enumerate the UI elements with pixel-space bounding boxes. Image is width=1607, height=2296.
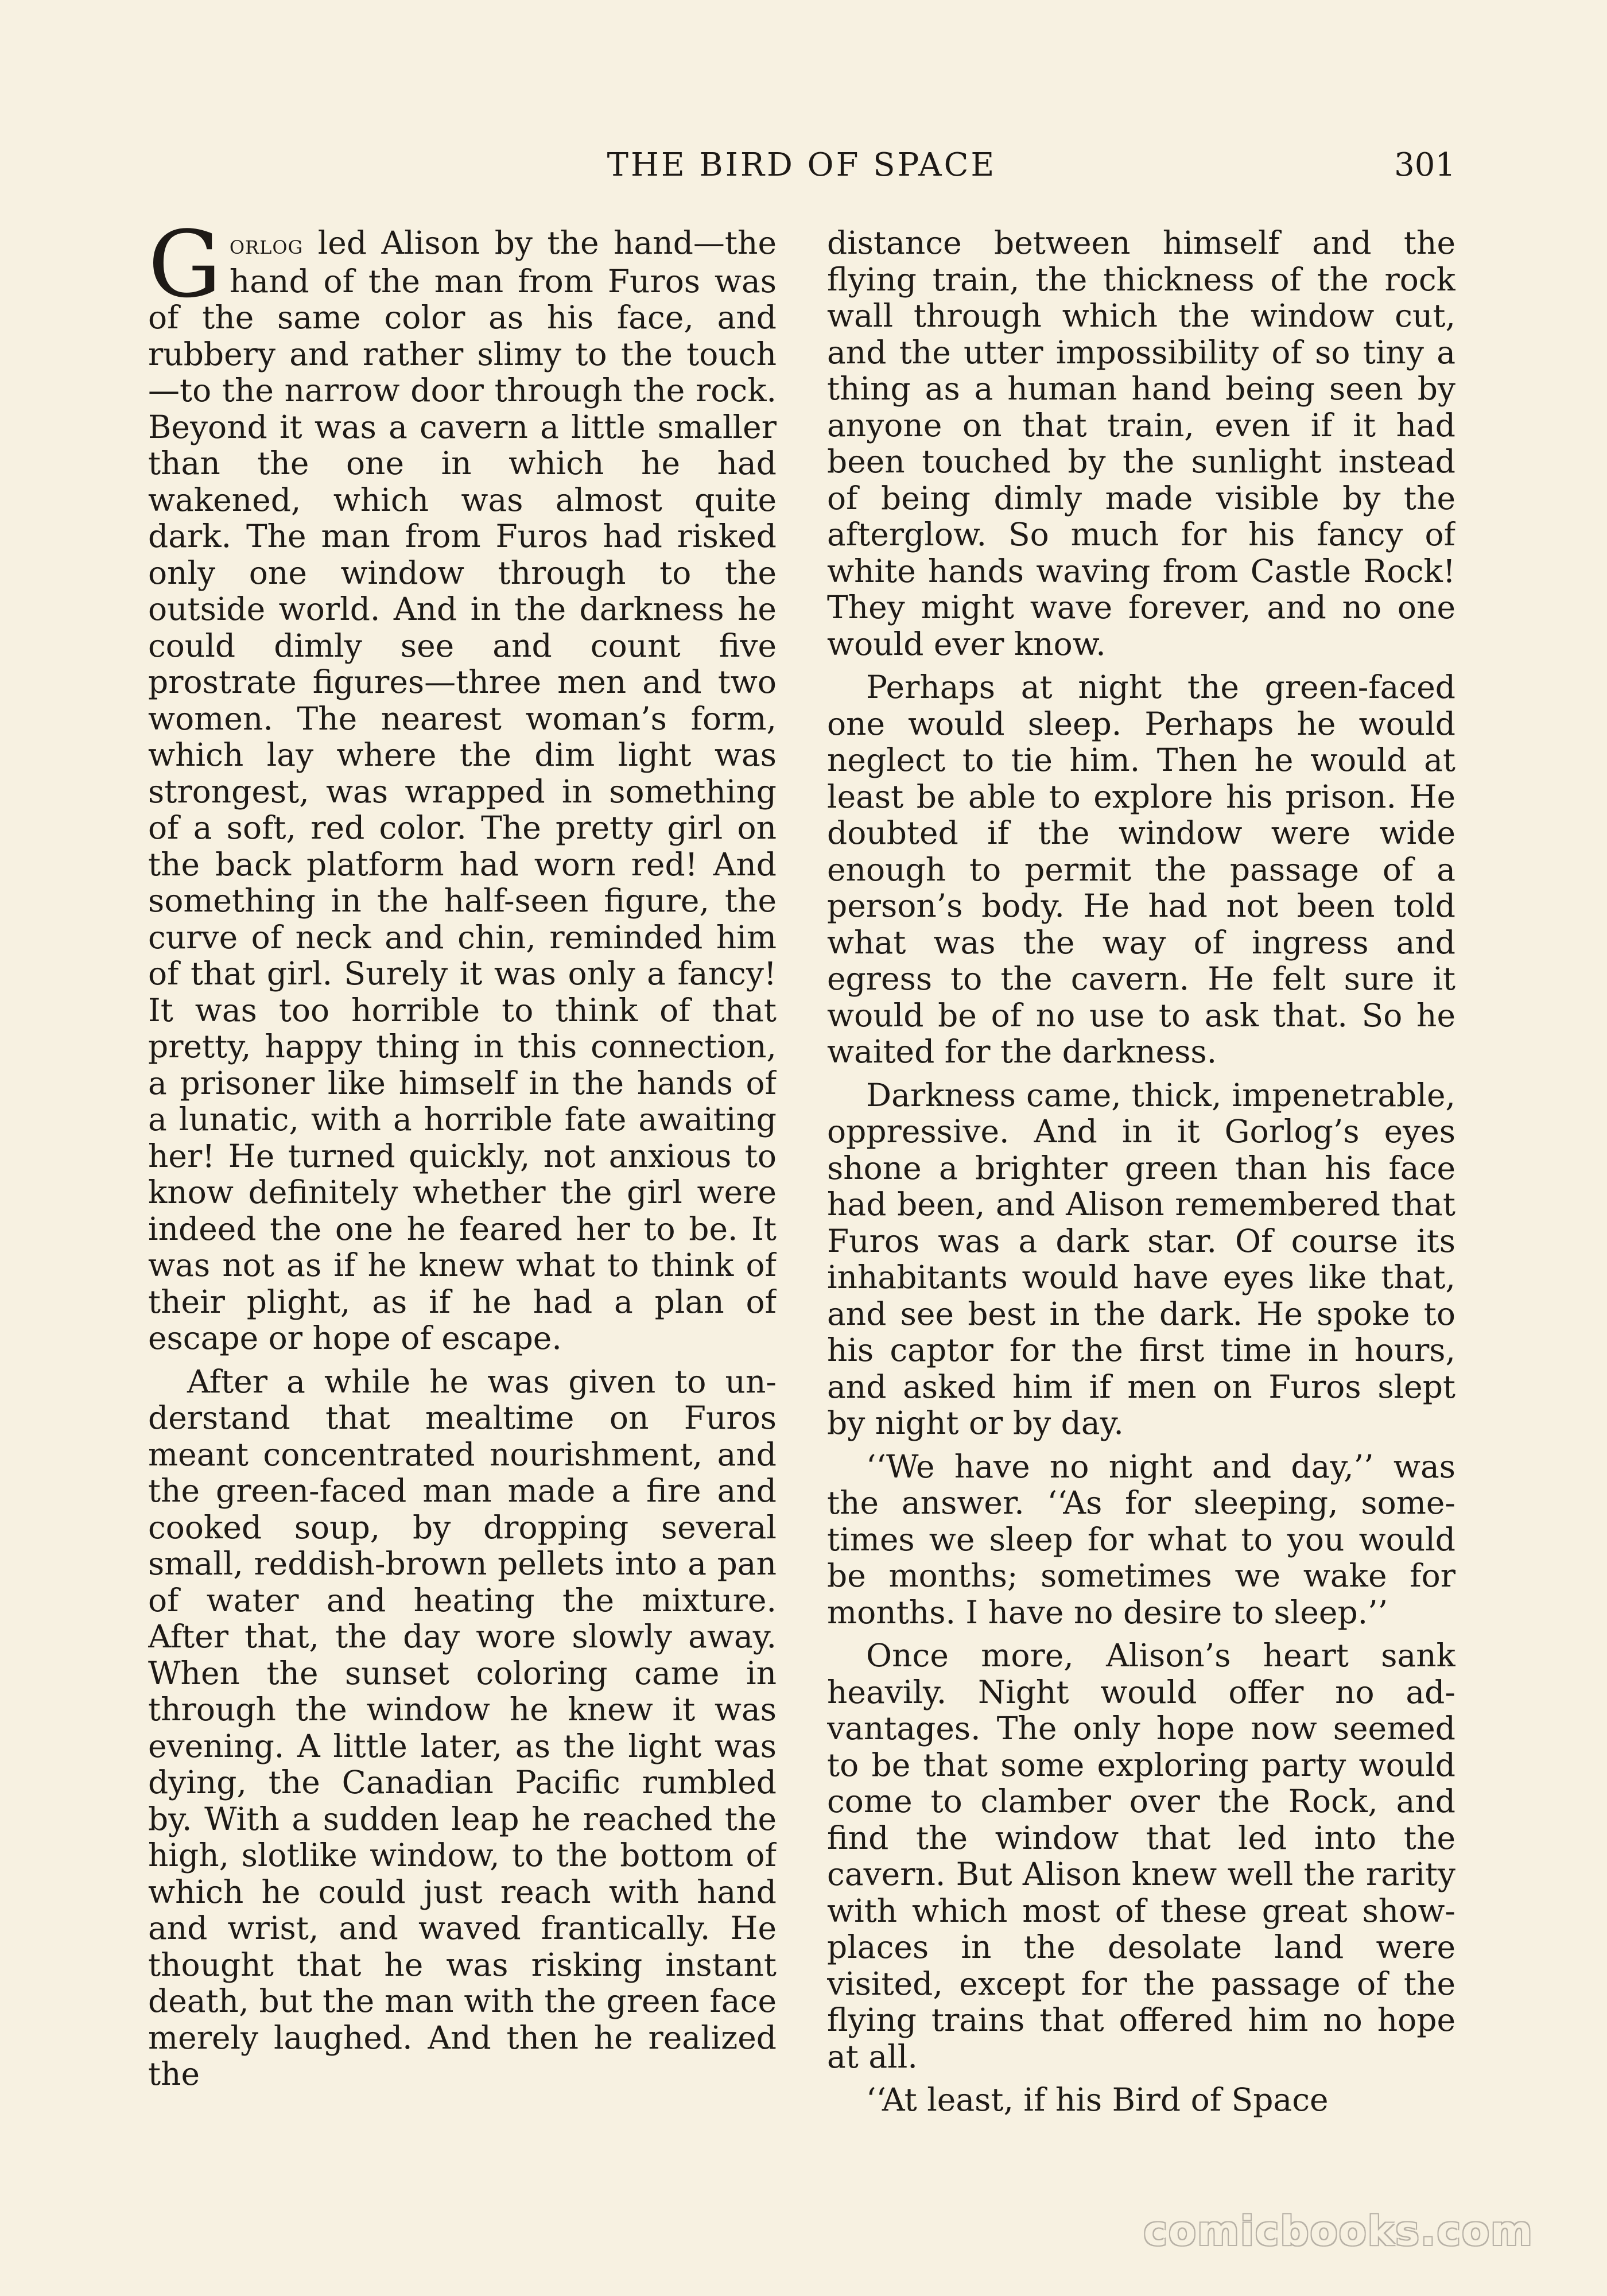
text-columns [148,225,1455,2154]
drop-cap: G [148,225,222,318]
opening-smallcaps: orlog [229,229,304,260]
paragraph: After a while he was given to understand that mealtime on Furos meant concentrated nourishment, and the green-faced man made a fire and cooked soup, by dropping several small, reddish-brown pellets into a pan of water and heating the mixture. After that, the day wore slowly away. When the sunset coloring came in through the window he knew it was evening. A little later, as the light was dying, the Canadian Pacific rumbled by. With a sudden leap he reached the high, slotlike window, to the bottom of which he could just reach with hand and wrist, and waved frantically. He thought that he was risking instant death, but the man with the green face merely laughed. And then he realized the [148,1363,777,2092]
running-head [148,142,1455,188]
opening-text: led Alison by the hand—the hand of the man from Furos was of the same color as his face, and rubbery and rather slimy to the touch—to the narrow door through the rock. Beyond it was a cavern a little smaller than the one in which he had wakened, which was almost quite dark. The man from Furos had risked only one window through to the outside world. And in the darkness he could dimly see and count five prostrate figures—three men and two women. The nearest woman’s form, which lay where the dim light was strongest, was wrapped in something of a soft, red color. The pretty girl on the back platform had worn red! And something in the half-seen figure, the curve of neck and chin, reminded him of that girl. Surely it was only a fancy! It was too horrible to think of that pretty, happy thing in this connection, a prisoner like himself in the hands of a lunatic, with a horrible fate awaiting her! He turned quickly, not anxious to know definitely whether the girl were indeed the one he feared her to be. It was not as if he knew what to think of their plight, as if he had a plan of escape or hope of escape. [148,225,777,1356]
paragraph: ‘‘At least, if his Bird of Space [866,2081,1329,2118]
left-column [148,225,777,2154]
running-title: THE BIRD OF SPACE [607,146,997,184]
paragraph: Darkness came, thick, impenetrable, oppressive. And in it Gorlog’s eyes shone a brighter green than his face had been, and Alison remembered that Furos was a dark star. Of course its inhabitants would have eyes like that, and see best in the dark. He spoke to his captor for the first time in hours, and asked him if men on Furos slept by night or by day. [827,1076,1455,1441]
right-column [827,225,1455,2154]
paragraph: Once more, Alison’s heart sank heavily. Night would offer no advantages. The only hope now seemed to be that some exploring party would come to clamber over the Rock, and find the window that led into the cavern. But Alison knew well the rarity with which most of these great show-places in the desolate land were visited, except for the passage of the flying trains that offered him no hope at all. [827,1637,1455,2075]
watermark: comicbooks.com [1143,2208,1534,2255]
paragraph: Perhaps at night the green-faced one would sleep. Perhaps he would neglect to tie him. Then he would at least be able to explore his prison. He doubted if the window were wide enough to permit the passage of a person’s body. He had not been told what was the way of ingress and egress to the cavern. He felt sure it would be of no use to ask that. So he waited for the darkness. [827,669,1455,1070]
continuation-paragraph: distance between himself and the flying train, the thickness of the rock wall through which the window cut, and the utter impossibility of so tiny a thing as a human hand being seen by anyone on that train, even if it had been touched by the sunlight instead of being dimly made visible by the afterglow. So much for his fancy of white hands waving from Castle Rock! They might wave forever, and no one would ever know. [827,225,1455,662]
opening-paragraph [148,225,777,1357]
paragraph: ‘‘We have no night and day,’’ was the answer. ‘‘As for sleeping, sometimes we sleep for what to you would be months; sometimes we wake for months. I have no desire to sleep.’’ [827,1448,1455,1631]
page-number: 301 [1394,146,1455,184]
